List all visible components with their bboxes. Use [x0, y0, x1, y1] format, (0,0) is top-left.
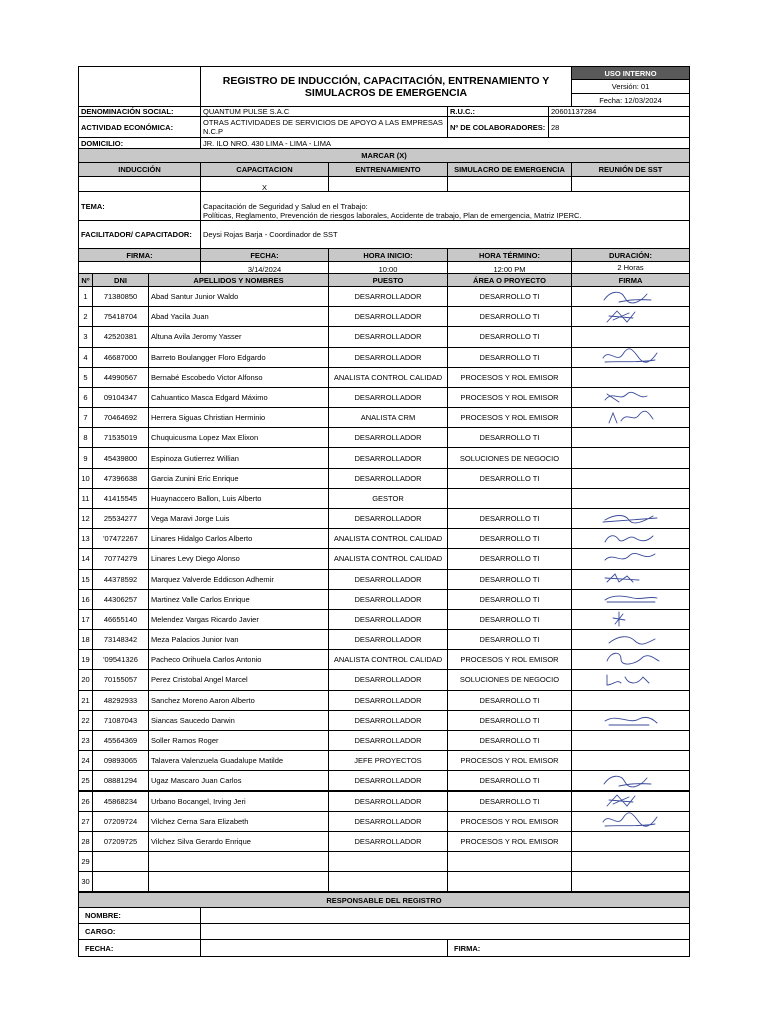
row-puesto: DESARROLLADOR [328, 387, 448, 408]
row-puesto: JEFE PROYECTOS [328, 750, 448, 771]
row-number: 15 [78, 569, 93, 590]
row-dni: 46687000 [92, 347, 149, 368]
row-area: DESARROLLO TI [447, 286, 572, 307]
duracion-label: DURACIÓN: [571, 248, 690, 262]
row-dni: 70464692 [92, 407, 149, 428]
row-number: 2 [78, 306, 93, 327]
nombre-field[interactable] [200, 907, 690, 924]
signature-image [599, 651, 663, 669]
row-dni: 73148342 [92, 629, 149, 650]
row-number: 1 [78, 286, 93, 307]
row-firma[interactable] [571, 528, 690, 549]
signature-image [599, 711, 663, 729]
row-name: Abad Yacila Juan [148, 306, 329, 327]
row-area [447, 851, 572, 872]
signature-image [599, 308, 663, 326]
row-number: 19 [78, 649, 93, 670]
row-puesto: DESARROLLADOR [328, 791, 448, 812]
option-reunion-sst: REUNIÓN DE SST [571, 162, 690, 177]
row-puesto: DESARROLLADOR [328, 710, 448, 731]
row-dni: 44378592 [92, 569, 149, 590]
row-area: PROCESOS Y ROL EMISOR [447, 811, 572, 832]
row-puesto: DESARROLLADOR [328, 669, 448, 690]
mark-reunion-sst[interactable] [571, 176, 690, 192]
row-name: Melendez Vargas Ricardo Javier [148, 609, 329, 630]
row-number: 22 [78, 710, 93, 731]
row-area: DESARROLLO TI [447, 609, 572, 630]
tema-line-2: Políticas, Reglamento, Prevención de riesgos laborales, Accidente de trabajo, Plan de emergencia, Matriz IPERC. [203, 211, 582, 220]
facilitador-label: FACILITADOR/ CAPACITADOR: [78, 220, 201, 249]
row-puesto: DESARROLLADOR [328, 589, 448, 610]
row-area: PROCESOS Y ROL EMISOR [447, 387, 572, 408]
row-puesto: DESARROLLADOR [328, 690, 448, 711]
row-puesto: ANALISTA CONTROL CALIDAD [328, 367, 448, 388]
actividad-value [200, 116, 448, 138]
row-name: Marquez Valverde Eddicson Adhemir [148, 569, 329, 590]
row-firma[interactable] [571, 367, 690, 388]
row-name [148, 871, 329, 892]
row-number: 14 [78, 548, 93, 569]
row-firma[interactable] [571, 468, 690, 489]
signature-image [599, 288, 663, 306]
row-firma[interactable] [571, 690, 690, 711]
row-firma[interactable] [571, 629, 690, 650]
row-area [447, 871, 572, 892]
tema-label: TEMA: [78, 191, 201, 221]
firma-facilitador-label: FIRMA: [78, 248, 201, 262]
row-dni: 41415545 [92, 488, 149, 509]
row-puesto: DESARROLLADOR [328, 730, 448, 751]
marcar-header: MARCAR (X) [78, 148, 690, 163]
row-firma[interactable] [571, 851, 690, 872]
row-firma[interactable] [571, 770, 690, 791]
row-puesto: ANALISTA CONTROL CALIDAD [328, 548, 448, 569]
row-puesto: ANALISTA CRM [328, 407, 448, 428]
row-area: DESARROLLO TI [447, 347, 572, 368]
row-dni: 70774279 [92, 548, 149, 569]
tema-line-1: Capacitación de Seguridad y Salud en el Trabajo: [203, 202, 368, 211]
cargo-field[interactable] [200, 923, 690, 940]
fecha-session-label: FECHA: [200, 248, 329, 262]
row-puesto [328, 871, 448, 892]
row-puesto: DESARROLLADOR [328, 306, 448, 327]
row-number: 9 [78, 447, 93, 468]
row-puesto: DESARROLLADOR [328, 286, 448, 307]
row-puesto: DESARROLLADOR [328, 347, 448, 368]
row-dni: '09541326 [92, 649, 149, 670]
row-firma[interactable] [571, 347, 690, 368]
hora-inicio-label: HORA INICIO: [328, 248, 448, 262]
option-simulacro: SIMULACRO DE EMERGENCIA [447, 162, 572, 177]
col-header-n: Nº [78, 273, 93, 287]
row-firma[interactable] [571, 791, 690, 812]
row-dni: 71535019 [92, 427, 149, 448]
row-area: PROCESOS Y ROL EMISOR [447, 649, 572, 670]
option-entrenamiento: ENTRENAMIENTO [328, 162, 448, 177]
signature-image [599, 812, 663, 830]
row-area: DESARROLLO TI [447, 569, 572, 590]
row-area: PROCESOS Y ROL EMISOR [447, 831, 572, 852]
row-firma[interactable] [571, 488, 690, 509]
row-number: 25 [78, 770, 93, 791]
row-area: PROCESOS Y ROL EMISOR [447, 750, 572, 771]
row-area: PROCESOS Y ROL EMISOR [447, 407, 572, 428]
row-area: DESARROLLO TI [447, 306, 572, 327]
row-number: 13 [78, 528, 93, 549]
row-dni: 09893065 [92, 750, 149, 771]
hora-termino-value: 12:00 PM [447, 261, 572, 274]
row-dni: 09104347 [92, 387, 149, 408]
row-number: 26 [78, 791, 93, 812]
row-name [148, 851, 329, 872]
row-puesto: DESARROLLADOR [328, 447, 448, 468]
row-number: 29 [78, 851, 93, 872]
mark-induccion[interactable] [78, 176, 201, 192]
row-area: DESARROLLO TI [447, 589, 572, 610]
row-name: Espinoza Gutierrez Willian [148, 447, 329, 468]
row-area: DESARROLLO TI [447, 427, 572, 448]
signature-image [599, 671, 663, 689]
row-puesto: DESARROLLADOR [328, 569, 448, 590]
ruc-label: R.U.C.: [447, 106, 549, 117]
domicilio-value: JR. ILO NRO. 430 LIMA - LIMA - LIMA [200, 137, 690, 149]
row-name: Ugaz Mascaro Juan Carlos [148, 770, 329, 791]
col-header-name: APELLIDOS Y NOMBRES [148, 273, 329, 287]
row-area: DESARROLLO TI [447, 468, 572, 489]
row-dni: 44306257 [92, 589, 149, 610]
ruc-value: 20601137284 [548, 106, 690, 117]
signature-image [599, 590, 663, 608]
row-firma[interactable] [571, 871, 690, 892]
col-header-area: ÁREA O PROYECTO [447, 273, 572, 287]
row-number: 16 [78, 589, 93, 610]
row-area: DESARROLLO TI [447, 548, 572, 569]
row-name: Vega Maravi Jorge Luis [148, 508, 329, 529]
row-puesto: DESARROLLADOR [328, 629, 448, 650]
row-number: 3 [78, 326, 93, 347]
signature-image [599, 570, 663, 588]
hora-termino-label: HORA TÉRMINO: [447, 248, 572, 262]
duracion-value: 2 Horas [571, 261, 690, 274]
row-area: DESARROLLO TI [447, 528, 572, 549]
row-name: Garcia Zunini Eric Enrique [148, 468, 329, 489]
document-title: REGISTRO DE INDUCCIÓN, CAPACITACIÓN, ENTRENAMIENTO Y SIMULACROS DE EMERGENCIA [222, 74, 550, 99]
row-firma[interactable] [571, 589, 690, 610]
row-number: 11 [78, 488, 93, 509]
mark-entrenamiento[interactable] [328, 176, 448, 192]
row-puesto: DESARROLLADOR [328, 468, 448, 489]
row-firma[interactable] [571, 508, 690, 529]
row-firma[interactable] [571, 306, 690, 327]
row-number: 5 [78, 367, 93, 388]
row-dni: 25534277 [92, 508, 149, 529]
row-number: 21 [78, 690, 93, 711]
row-name: Pacheco Orihuela Carlos Antonio [148, 649, 329, 670]
col-header-firma: FIRMA [571, 273, 690, 287]
row-puesto: ANALISTA CONTROL CALIDAD [328, 528, 448, 549]
signature-image [599, 530, 663, 548]
row-puesto: DESARROLLADOR [328, 508, 448, 529]
row-dni: 08881294 [92, 770, 149, 791]
row-firma[interactable] [571, 286, 690, 307]
row-name: Barreto Boulangger Floro Edgardo [148, 347, 329, 368]
row-name: Sanchez Moreno Aaron Alberto [148, 690, 329, 711]
row-name: Vilchez Silva Gerardo Enrique [148, 831, 329, 852]
signature-image [599, 550, 663, 568]
row-dni [92, 851, 149, 872]
row-area: DESARROLLO TI [447, 730, 572, 751]
row-puesto: DESARROLLADOR [328, 770, 448, 791]
row-name: Soller Ramos Roger [148, 730, 329, 751]
col-header-puesto: PUESTO [328, 273, 448, 287]
row-name: Urbano Bocangel, Irving Jeri [148, 791, 329, 812]
fecha-footer-label: FECHA: [78, 939, 201, 957]
row-puesto: DESARROLLADOR [328, 326, 448, 347]
row-dni [92, 871, 149, 892]
row-name: Bernabé Escobedo Victor Alfonso [148, 367, 329, 388]
row-dni: 71380850 [92, 286, 149, 307]
row-number: 17 [78, 609, 93, 630]
domicilio-label: DOMICILIO: [78, 137, 201, 149]
hora-inicio-value: 10:00 [328, 261, 448, 274]
row-number: 23 [78, 730, 93, 751]
document-title-box [200, 66, 572, 107]
mark-simulacro[interactable] [447, 176, 572, 192]
row-number: 7 [78, 407, 93, 428]
row-number: 28 [78, 831, 93, 852]
row-dni: 42520381 [92, 326, 149, 347]
row-number: 8 [78, 427, 93, 448]
row-dni: '07472267 [92, 528, 149, 549]
tema-value [200, 191, 690, 221]
row-name: Linares Hidalgo Carlos Alberto [148, 528, 329, 549]
signature-image [599, 388, 663, 406]
row-firma[interactable] [571, 427, 690, 448]
mark-capacitacion[interactable]: X [200, 176, 329, 192]
row-puesto: ANALISTA CONTROL CALIDAD [328, 649, 448, 670]
row-number: 6 [78, 387, 93, 408]
row-area: DESARROLLO TI [447, 770, 572, 791]
row-area [447, 488, 572, 509]
row-firma[interactable] [571, 649, 690, 670]
row-name: Meza Palacios Junior Ivan [148, 629, 329, 650]
row-name: Cahuantico Masca Edgard Máximo [148, 387, 329, 408]
row-firma[interactable] [571, 548, 690, 569]
row-name: Huaynaccero Ballon, Luis Alberto [148, 488, 329, 509]
row-area: DESARROLLO TI [447, 629, 572, 650]
responsable-header: RESPONSABLE DEL REGISTRO [78, 892, 690, 908]
row-area: PROCESOS Y ROL EMISOR [447, 367, 572, 388]
row-name: Chuquicusma Lopez Max Elixon [148, 427, 329, 448]
row-number: 4 [78, 347, 93, 368]
row-firma[interactable] [571, 447, 690, 468]
row-firma[interactable] [571, 811, 690, 832]
col-header-dni: DNI [92, 273, 149, 287]
nombre-label: NOMBRE: [78, 907, 201, 924]
actividad-label: ACTIVIDAD ECONÓMICA: [78, 116, 201, 138]
row-puesto: DESARROLLADOR [328, 831, 448, 852]
signature-image [599, 631, 663, 649]
row-area: DESARROLLO TI [447, 508, 572, 529]
fecha-footer-field[interactable] [200, 939, 448, 957]
row-dni: 46655140 [92, 609, 149, 630]
uso-interno-badge: USO INTERNO [571, 66, 690, 80]
colaboradores-value: 28 [548, 116, 690, 138]
row-firma[interactable] [571, 609, 690, 630]
denominacion-value: QUANTUM PULSE S.A.C [200, 106, 448, 117]
row-area: DESARROLLO TI [447, 710, 572, 731]
row-firma[interactable] [571, 387, 690, 408]
row-area: SOLUCIONES DE NEGOCIO [447, 447, 572, 468]
logo-box [78, 66, 201, 107]
row-area: DESARROLLO TI [447, 326, 572, 347]
row-name: Perez Cristobal Angel Marcel [148, 669, 329, 690]
row-firma[interactable] [571, 710, 690, 731]
row-firma[interactable] [571, 730, 690, 751]
row-dni: 71087043 [92, 710, 149, 731]
facilitador-value: Deysi Rojas Barja - Coordinador de SST [200, 220, 690, 249]
row-name: Linares Levy Diego Alonso [148, 548, 329, 569]
row-number: 30 [78, 871, 93, 892]
option-capacitacion: CAPACITACION [200, 162, 329, 177]
row-puesto: GESTOR [328, 488, 448, 509]
row-number: 27 [78, 811, 93, 832]
row-firma[interactable] [571, 750, 690, 771]
row-area: DESARROLLO TI [447, 791, 572, 812]
version-label: Versión: 01 [571, 79, 690, 94]
signature-image [599, 792, 663, 810]
fecha-doc-label: Fecha: 12/03/2024 [571, 93, 690, 107]
row-puesto: DESARROLLADOR [328, 609, 448, 630]
row-firma[interactable] [571, 326, 690, 347]
row-firma[interactable] [571, 831, 690, 852]
row-dni: 45564369 [92, 730, 149, 751]
firma-footer-label: FIRMA: [447, 939, 690, 957]
row-dni: 48292933 [92, 690, 149, 711]
option-induccion: INDUCCIÓN [78, 162, 201, 177]
row-name: Martinez Valle Carlos Enrique [148, 589, 329, 610]
row-name: Herrera Siguas Christian Herminio [148, 407, 329, 428]
row-dni: 47396638 [92, 468, 149, 489]
row-number: 12 [78, 508, 93, 529]
fecha-session-value: 3/14/2024 [200, 261, 329, 274]
row-dni: 45868234 [92, 791, 149, 812]
row-number: 10 [78, 468, 93, 489]
row-area: SOLUCIONES DE NEGOCIO [447, 669, 572, 690]
row-number: 18 [78, 629, 93, 650]
row-name: Altuna Avila Jeromy Yasser [148, 326, 329, 347]
signature-image [599, 348, 663, 366]
denominacion-label: DENOMINACIÓN SOCIAL: [78, 106, 201, 117]
row-puesto: DESARROLLADOR [328, 427, 448, 448]
row-dni: 45439800 [92, 447, 149, 468]
row-dni: 07209725 [92, 831, 149, 852]
row-number: 24 [78, 750, 93, 771]
row-name: Abad Santur Junior Waldo [148, 286, 329, 307]
row-firma[interactable] [571, 407, 690, 428]
row-name: Vilchez Cerna Sara Elizabeth [148, 811, 329, 832]
actividad-text: OTRAS ACTIVIDADES DE SERVICIOS DE APOYO A LAS EMPRESAS N.C.P [203, 118, 443, 136]
row-area: DESARROLLO TI [447, 690, 572, 711]
row-dni: 70155057 [92, 669, 149, 690]
signature-image [599, 610, 663, 628]
row-firma[interactable] [571, 669, 690, 690]
row-name: Siancas Saucedo Darwin [148, 710, 329, 731]
signature-image [599, 510, 663, 528]
signature-image [599, 409, 663, 427]
row-firma[interactable] [571, 569, 690, 590]
row-puesto [328, 851, 448, 872]
row-dni: 44990567 [92, 367, 149, 388]
row-dni: 07209724 [92, 811, 149, 832]
row-name: Talavera Valenzuela Guadalupe Matilde [148, 750, 329, 771]
cargo-label: CARGO: [78, 923, 201, 940]
row-dni: 75418704 [92, 306, 149, 327]
row-puesto: DESARROLLADOR [328, 811, 448, 832]
colaboradores-label: Nº DE COLABORADORES: [447, 116, 549, 138]
row-number: 20 [78, 669, 93, 690]
signature-image [599, 772, 663, 790]
